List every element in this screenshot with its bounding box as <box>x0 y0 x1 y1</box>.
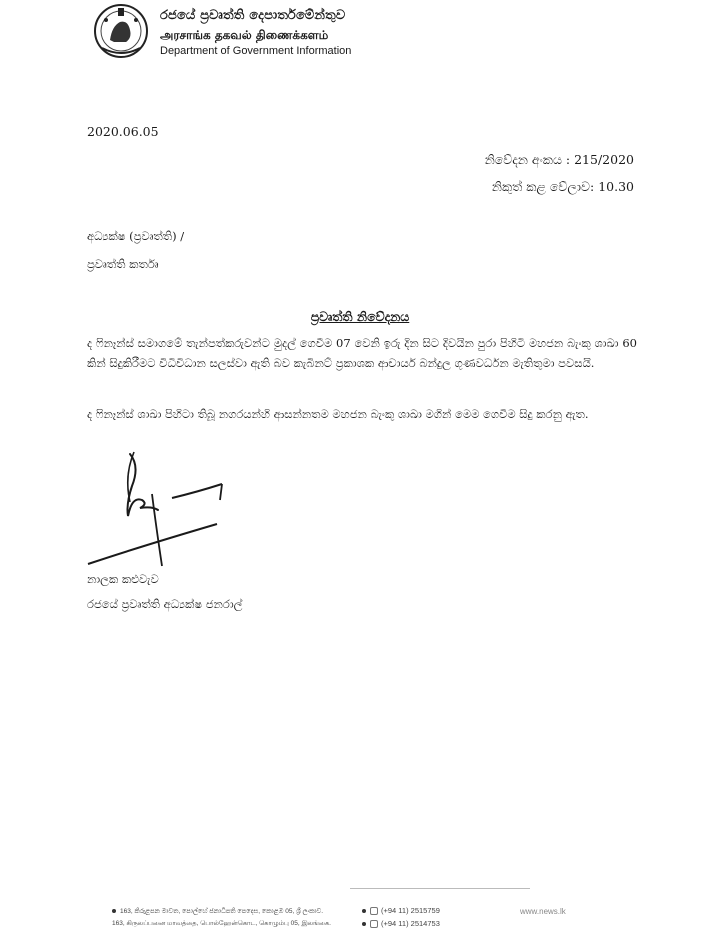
footer-phone-1-text: (+94 11) 2515759 <box>381 906 440 915</box>
bullet-icon <box>362 909 366 913</box>
press-release-heading: ප්‍රවෘත්ති නිවේදනය <box>310 309 410 324</box>
phone-icon <box>370 907 378 915</box>
footer-phone-1 <box>362 906 440 915</box>
letterhead-sinhala: රජයේ ප්‍රවෘත්ති දෙපාර්තමේන්තුව <box>160 8 346 23</box>
document-date: 2020.06.05 <box>87 124 159 139</box>
footer-address-sinhala <box>112 908 323 916</box>
letter-footer <box>0 880 720 931</box>
addressee-line-2: ප්‍රවෘත්ති කර්තෘ <box>87 257 159 271</box>
signatory-title: රජයේ ප්‍රවෘත්ති අධ්‍යක්ෂ ජනරාල් <box>87 597 243 611</box>
letterhead-tamil: அரசாங்க தகவல் திணைக்களம் <box>160 28 329 42</box>
bullet-icon <box>112 909 116 913</box>
body-paragraph-1: ද ෆිනෑන්ස් සමාගමේ තැන්පත්කරුවන්ට මුදල් ගෙවීම 07 වෙනි ඉරු දින සිට දිවයින පුරා පිහිටි මහජන බැංකු ශාඛා 60 කින් සිදුකිරීමට විධිවිධාන සලස්වා ඇති බව කැබිනට් ප්‍රකාශක ආචාර්ය බන්දුල ගුණවර්ධන මැතිතුමා පවසයි. <box>87 336 637 370</box>
fax-icon <box>370 920 378 928</box>
handwritten-signature <box>82 446 232 576</box>
footer-phone-2 <box>362 919 440 928</box>
letterhead-english: Department of Government Information <box>160 45 352 57</box>
footer-address-tamil: 163, கிருலப்பனை மாவத்தை, பொல்ஹேன்கொட, கொழும்பு 05, இலங்கை. <box>112 920 331 927</box>
release-time: නිකුත් කළ වේලාව: 10.30 <box>491 179 634 194</box>
sri-lanka-emblem-icon <box>92 2 150 60</box>
addressee-line-1: අධ්‍යක්ෂ (ප්‍රවෘත්ති) / <box>87 229 185 243</box>
release-number: නිවේදන අංකය : 215/2020 <box>484 152 634 167</box>
footer-phone-2-text: (+94 11) 2514753 <box>381 919 440 928</box>
footer-divider <box>350 888 530 889</box>
footer-address-1-text: 163, කිරුළපන මාවත, පොල්හේ ජනාධිපති පෙදෙස, කොළඹ 05, ශ්‍රී ලංකාව. <box>120 908 324 915</box>
body-paragraph-2: ද ෆිනෑන්ස් ශාඛා පිහිටා තිබූ නගරයන්හි ආසන්නතම මහජන බැංකු ශාඛා මගින් මෙම ගෙවීම සිදු කරනු ඇත. <box>87 407 589 421</box>
press-release-heading-wrap <box>0 306 720 325</box>
bullet-icon <box>362 922 366 926</box>
footer-website: www.news.lk <box>520 907 566 916</box>
signatory-name: නාලක කළුවැව <box>87 572 159 586</box>
